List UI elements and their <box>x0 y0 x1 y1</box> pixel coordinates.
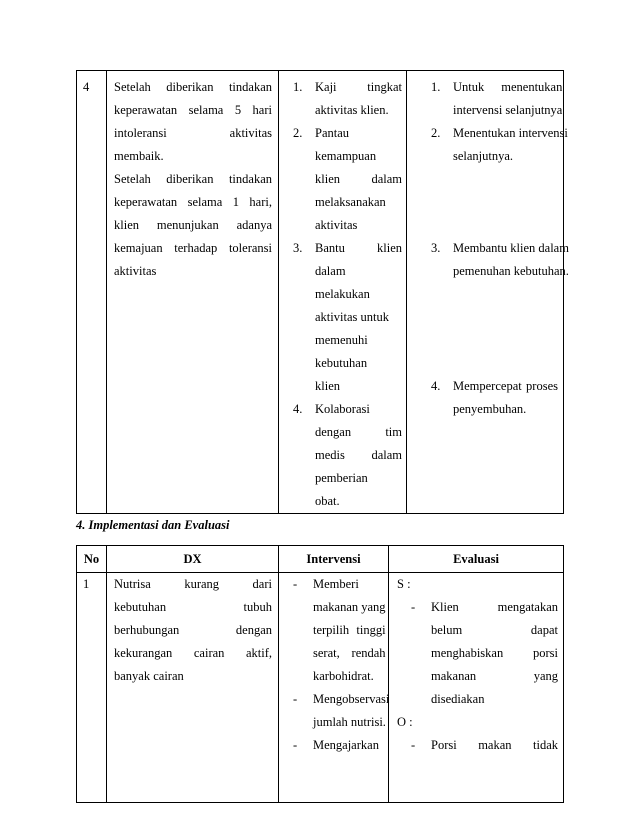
dx-line: berhubungan dengan <box>114 623 272 637</box>
item-line: intervensi selanjutnya <box>453 103 563 117</box>
dx-line: kemajuan terhadap toleransi <box>114 241 272 255</box>
item-line: karbohidrat. <box>313 669 374 683</box>
row-number: 4 <box>83 80 90 94</box>
dx-line: membaik. <box>114 149 164 163</box>
item-line: makanan yang <box>431 669 558 683</box>
dash-marker: - <box>293 577 298 591</box>
item-number: 4. <box>293 402 303 416</box>
item-line: Pantau <box>315 126 350 140</box>
item-line: Porsi makan tidak <box>431 738 558 752</box>
dash-marker: - <box>411 600 416 614</box>
item-line: Bantu klien <box>315 241 402 255</box>
item-number: 2. <box>431 126 441 140</box>
evaluation-cell <box>389 573 564 803</box>
item-line: kebutuhan <box>315 356 368 370</box>
item-line: dalam <box>315 264 346 278</box>
item-number: 2. <box>293 126 303 140</box>
table-row <box>77 573 564 803</box>
subjective-label: S : <box>397 577 411 591</box>
dash-marker: - <box>293 692 298 706</box>
item-line: klien dalam <box>315 172 402 186</box>
item-line: penyembuhan. <box>453 402 527 416</box>
dash-marker: - <box>411 738 416 752</box>
dx-line: banyak cairan <box>114 669 184 683</box>
section-title: 4. Implementasi dan Evaluasi <box>76 518 230 532</box>
dx-line: keperawatan selama 1 hari, <box>114 195 272 209</box>
implementation-table <box>76 545 564 803</box>
item-line: menghabiskan porsi <box>431 646 558 660</box>
rationale-item <box>431 375 558 421</box>
item-line: obat. <box>315 494 340 508</box>
item-line: Klien mengatakan <box>431 600 558 614</box>
item-line: selanjutnya. <box>453 149 514 163</box>
row-number-cell <box>77 573 107 803</box>
dx-line: Setelah diberikan tindakan <box>114 80 272 94</box>
intervention-cell <box>279 71 407 514</box>
diagnosis-cell <box>107 573 279 803</box>
intervention-table <box>76 70 569 514</box>
dx-line: aktivitas <box>114 264 157 278</box>
row-number: 1 <box>83 577 90 591</box>
item-line: Membantu klien dalam <box>453 241 569 255</box>
objective-label: O : <box>397 715 413 729</box>
column-header-intervensi: Intervensi <box>279 546 389 573</box>
item-line: kemampuan <box>315 149 377 163</box>
item-line: Menentukan intervensi <box>453 126 568 140</box>
rationale-cell <box>407 71 569 514</box>
item-line: Mengobservasi <box>313 692 390 706</box>
intervention-item <box>293 122 402 237</box>
item-line: Untuk menentukan <box>453 80 563 94</box>
item-line: belum dapat <box>431 623 558 637</box>
dx-line: klien menunjukan adanya <box>114 218 272 232</box>
item-line: Memberi <box>313 577 359 591</box>
header-row <box>77 546 564 573</box>
dx-line: kekurangan cairan aktif, <box>114 646 272 660</box>
item-line: klien <box>315 379 340 393</box>
item-line: melakukan <box>315 287 370 301</box>
item-line: memenuhi <box>315 333 368 347</box>
dash-marker: - <box>293 738 298 752</box>
column-header-evaluasi: Evaluasi <box>389 546 564 573</box>
item-line: Mempercepat proses <box>453 379 558 393</box>
item-line: medis dalam <box>315 448 402 462</box>
intervention-item <box>293 734 384 757</box>
evaluation-item <box>397 734 558 757</box>
item-line: Mengajarkan <box>313 738 379 752</box>
item-number: 1. <box>431 80 441 94</box>
item-line: pemberian <box>315 471 368 485</box>
item-line: disediakan <box>431 692 485 706</box>
row-number-cell <box>77 71 107 514</box>
intervention-item <box>293 398 402 513</box>
item-line: terpilih tinggi <box>313 623 386 637</box>
item-number: 1. <box>293 80 303 94</box>
item-number: 4. <box>431 379 441 393</box>
rationale-item <box>431 237 569 283</box>
item-line: serat, rendah <box>313 646 386 660</box>
evaluation-item <box>397 596 558 711</box>
item-line: Kolaborasi <box>315 402 370 416</box>
dx-line: intoleransi aktivitas <box>114 126 272 140</box>
item-line: aktivitas untuk <box>315 310 389 324</box>
dx-line: keperawatan selama 5 hari <box>114 103 272 117</box>
item-line: makanan yang <box>313 600 386 614</box>
rationale-item <box>431 122 568 168</box>
item-line: Kaji tingkat <box>315 80 402 94</box>
intervention-item <box>293 76 402 122</box>
item-line: aktivitas klien. <box>315 103 389 117</box>
item-line: dengan tim <box>315 425 402 439</box>
table-row <box>77 71 564 514</box>
item-number: 3. <box>293 241 303 255</box>
column-header-no: No <box>77 546 107 573</box>
intervention-item <box>293 237 402 398</box>
item-line: pemenuhan kebutuhan. <box>453 264 569 278</box>
item-line: aktivitas <box>315 218 358 232</box>
item-number: 3. <box>431 241 441 255</box>
dx-line: Setelah diberikan tindakan <box>114 172 272 186</box>
dx-line: kebutuhan tubuh <box>114 600 272 614</box>
item-line: jumlah nutrisi. <box>313 715 386 729</box>
intervention-item <box>293 688 390 734</box>
diagnosis-cell <box>107 71 279 514</box>
item-line: melaksanakan <box>315 195 386 209</box>
intervention-item <box>293 573 384 688</box>
dx-line: Nutrisa kurang dari <box>114 577 272 591</box>
column-header-dx: DX <box>107 546 279 573</box>
intervention-cell <box>279 573 389 803</box>
rationale-item <box>431 76 563 122</box>
